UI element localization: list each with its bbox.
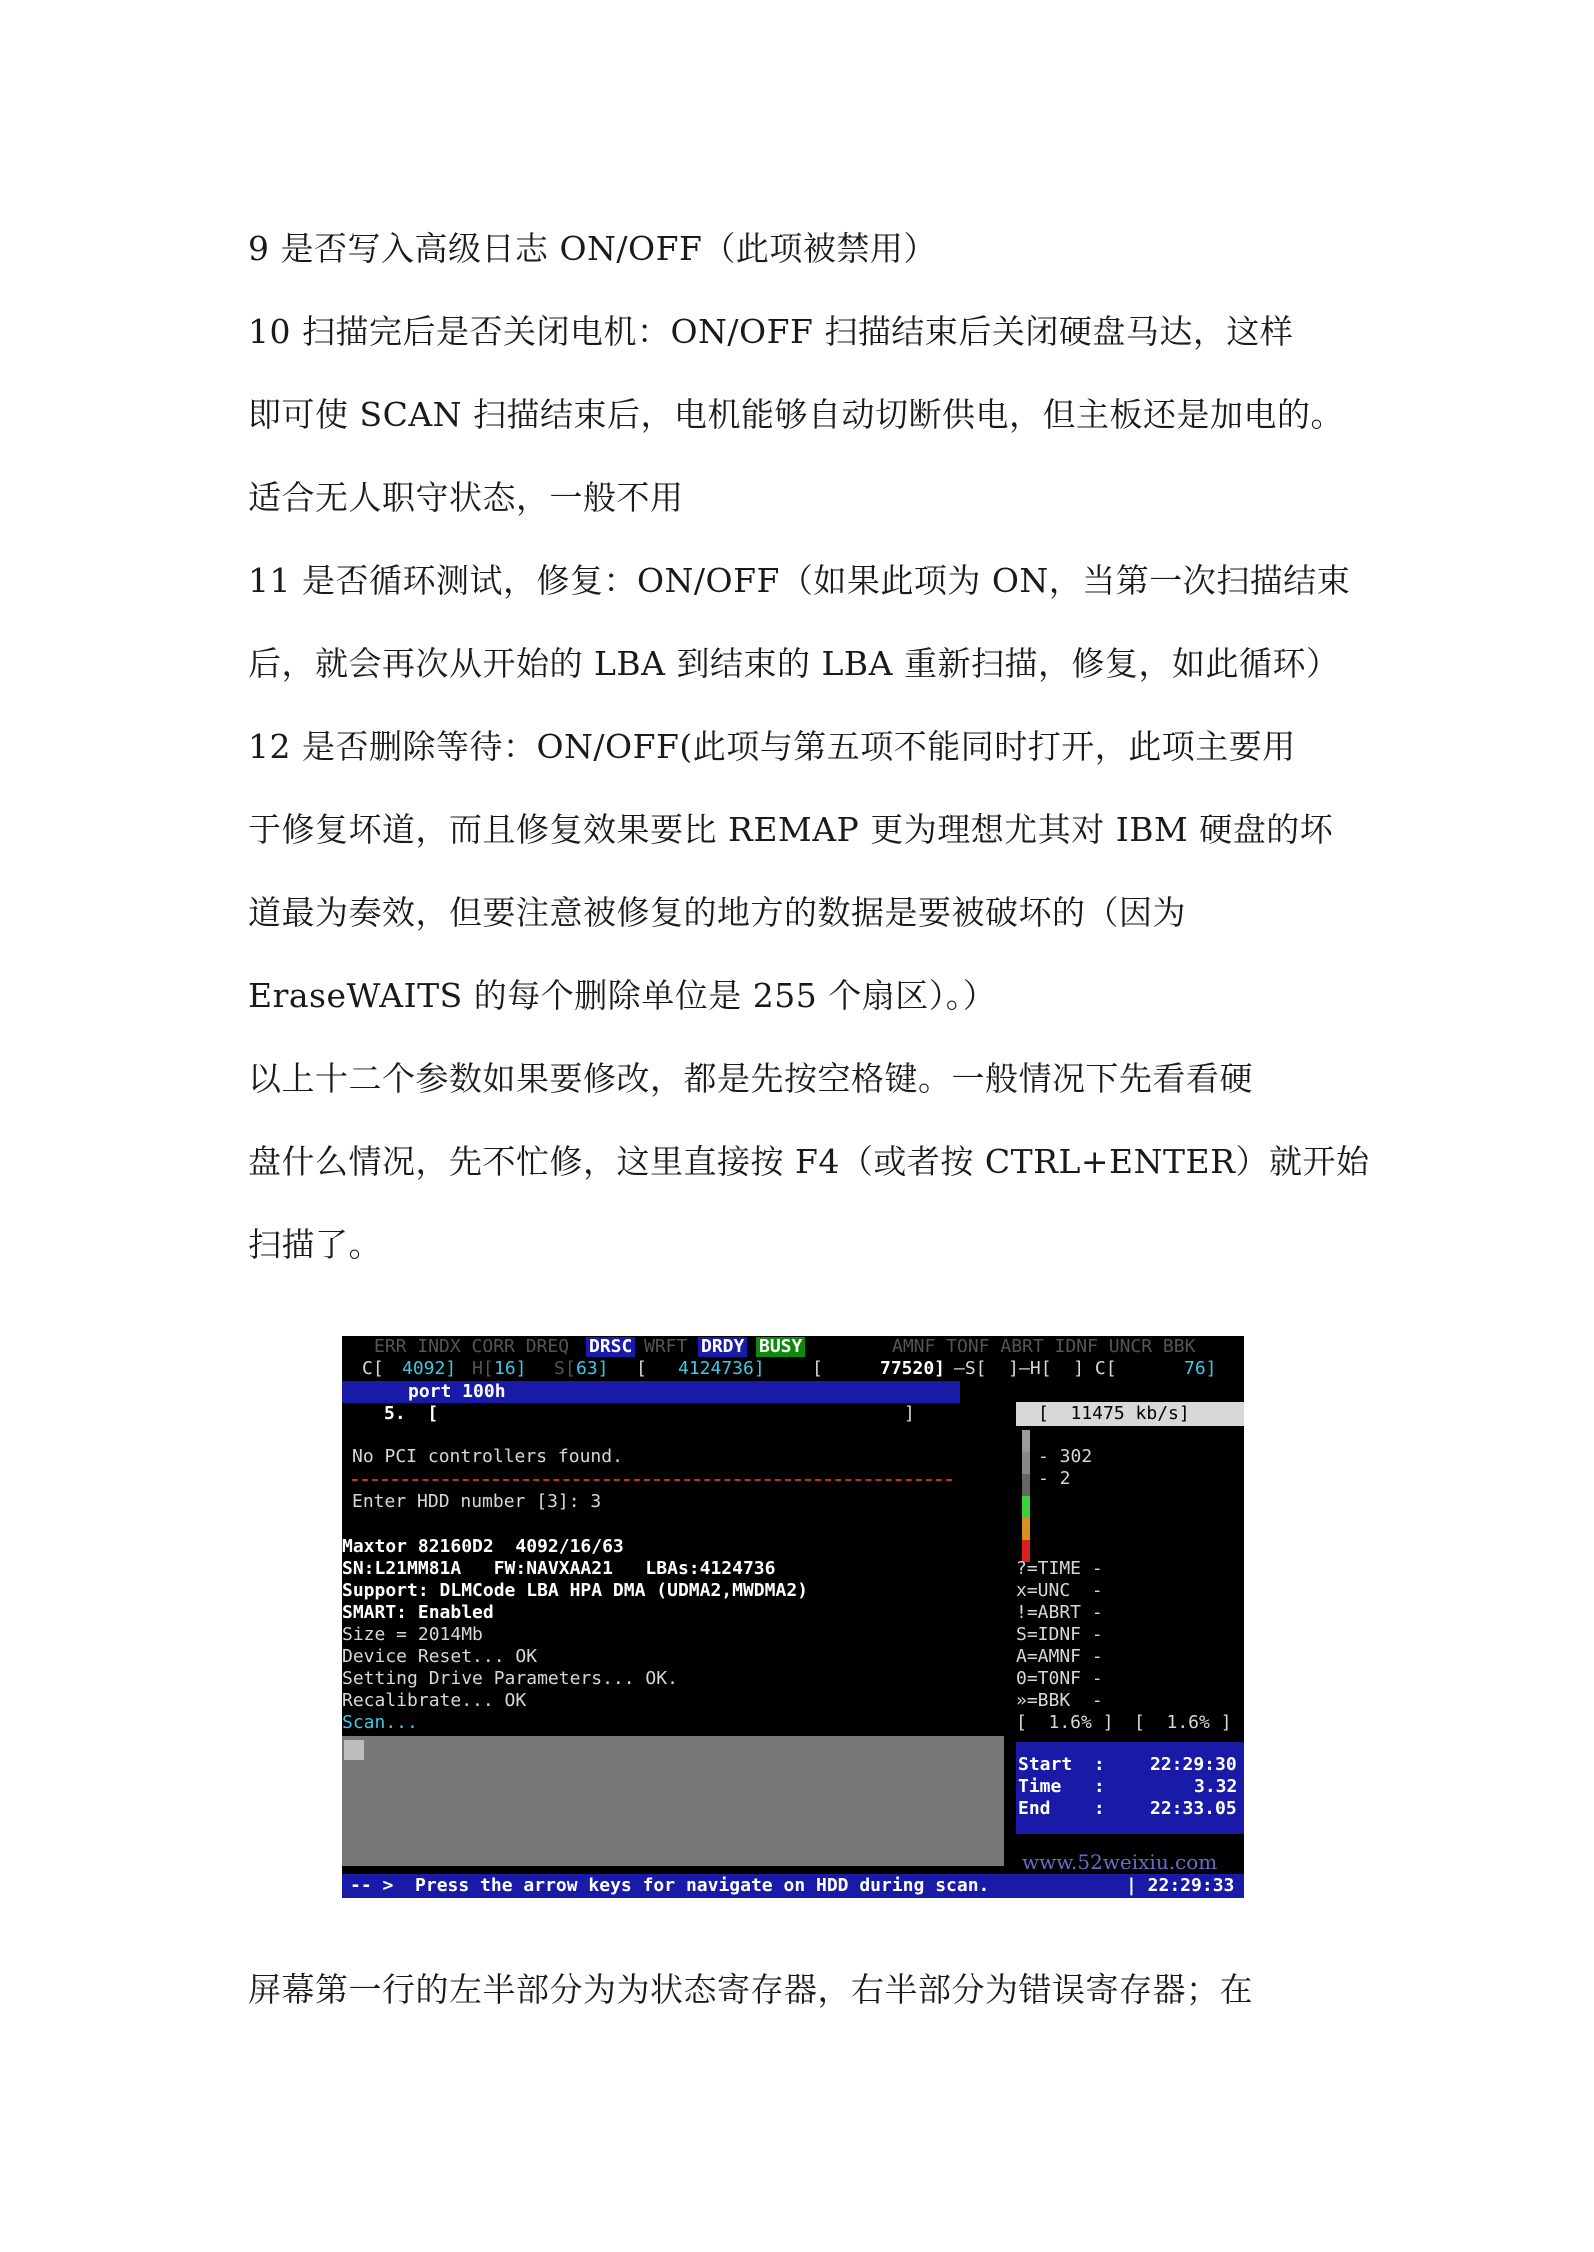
status-register-dim: ERR INDX CORR DREQ (374, 1336, 570, 1357)
start-time: 22:29:30 (1150, 1754, 1237, 1775)
hdd-size: Size = 2014Mb (342, 1624, 483, 1645)
right-c-value: 76] (1184, 1358, 1217, 1379)
lba-label: [ (636, 1358, 647, 1379)
error-register: AMNF TONF ABRT IDNF UNCR BBK (892, 1336, 1196, 1357)
chs-s-label: S[ (554, 1358, 576, 1379)
chs-s-value: 63] (576, 1358, 609, 1379)
paragraph-line: 11 是否循环测试，修复：ON/OFF（如果此项为 ON，当第一次扫描结束 (248, 561, 1351, 600)
port-bar (342, 1381, 960, 1403)
hdd-smart: SMART: Enabled (342, 1602, 494, 1623)
device-reset: Device Reset... OK (342, 1646, 538, 1667)
paragraph-line: 于修复坏道，而且修复效果要比 REMAP 更为理想尤其对 IBM 硬盘的坏 (248, 810, 1334, 849)
speed-value: [ 11475 kb/s] (1038, 1403, 1190, 1424)
paragraph-line: 9 是否写入高级日志 ON/OFF（此项被禁用） (248, 229, 937, 268)
mhdd-screenshot (342, 1336, 1244, 1898)
status-drsc: DRSC (586, 1337, 635, 1357)
legend-amnf: A=AMNF - (1016, 1646, 1103, 1667)
progress-right: [ 1.6% ] (1134, 1712, 1232, 1733)
start-label: Start : (1018, 1754, 1105, 1775)
paragraph-line: 以上十二个参数如果要修改，都是先按空格键。一般情况下先看看硬 (248, 1059, 1253, 1098)
legend-swatch-green (1022, 1496, 1030, 1518)
legend-unc: x=UNC - (1016, 1580, 1103, 1601)
chs-h-value: 16] (494, 1358, 527, 1379)
no-pci-message: No PCI controllers found. (352, 1446, 623, 1467)
watermark: www.52weixiu.com (1022, 1850, 1218, 1874)
right-chs: —S[ ]—H[ ] C[ (954, 1358, 1117, 1379)
port-label: port 100h (408, 1381, 506, 1402)
speed-box (1016, 1402, 1244, 1426)
elapsed-label: Time : (1018, 1776, 1105, 1797)
bottom-hint: -- > Press the arrow keys for navigate on HDD during scan. (350, 1875, 990, 1896)
closing-paragraph: 屏幕第一行的左半部分为为状态寄存器，右半部分为错误寄存器；在 (248, 1970, 1253, 2009)
paragraph-line: 盘什么情况，先不忙修，这里直接按 F4（或者按 CTRL+ENTER）就开始 (248, 1142, 1370, 1181)
lba-value: 4124736] (678, 1358, 765, 1379)
menu-item: 5. [ (384, 1403, 439, 1424)
chs-c-label: C[ (362, 1358, 384, 1379)
hdd-serial: SN:L21MM81A FW:NAVXAA21 LBAs:4124736 (342, 1558, 776, 1579)
end-label: End : (1018, 1798, 1105, 1819)
legend-idnf: S=IDNF - (1016, 1624, 1103, 1645)
paragraph-line: 后，就会再次从开始的 LBA 到结束的 LBA 重新扫描，修复，如此循环） (248, 644, 1340, 683)
legend-time: ?=TIME - (1016, 1558, 1103, 1579)
progress-left: [ 1.6% ] (1016, 1712, 1114, 1733)
legend-swatch (1022, 1474, 1030, 1496)
paragraph-line: 10 扫描完后是否关闭电机：ON/OFF 扫描结束后关闭硬盘马达，这样 (248, 312, 1294, 351)
scan-status: Scan... (342, 1712, 418, 1733)
menu-close: ] (904, 1403, 915, 1424)
setting-params: Setting Drive Parameters... OK. (342, 1668, 678, 1689)
paragraph-line: 12 是否删除等待：ON/OFF(此项与第五项不能同时打开，此项主要用 (248, 727, 1296, 766)
enter-hdd-prompt: Enter HDD number [3]: 3 (352, 1491, 602, 1512)
chs-c-value: 4092] (402, 1358, 457, 1379)
recalibrate: Recalibrate... OK (342, 1690, 527, 1711)
end-time: 22:33.05 (1150, 1798, 1237, 1819)
legend-swatch (1022, 1430, 1030, 1452)
legend-bbk: »=BBK - (1016, 1690, 1103, 1711)
legend-count-302: - 302 (1038, 1446, 1093, 1467)
legend-count-2: - 2 (1038, 1468, 1071, 1489)
legend-abrt: !=ABRT - (1016, 1602, 1103, 1623)
status-drdy: DRDY (698, 1337, 747, 1357)
bottom-clock: | 22:29:33 (1126, 1875, 1235, 1896)
legend-t0nf: 0=T0NF - (1016, 1668, 1103, 1689)
chs-h-label: H[ (472, 1358, 494, 1379)
status-wrft: WRFT (644, 1336, 688, 1357)
paragraph-line: 适合无人职守状态，一般不用 (248, 478, 684, 517)
paragraph-line: 即可使 SCAN 扫描结束后，电机能够自动切断供电，但主板还是加电的。 (248, 395, 1345, 434)
paragraph-line: 扫描了。 (248, 1225, 382, 1264)
hdd-model: Maxtor 82160D2 4092/16/63 (342, 1536, 624, 1557)
legend-swatch-orange (1022, 1518, 1030, 1540)
bottom-status-bar (342, 1874, 1244, 1898)
scan-cursor (344, 1740, 364, 1760)
scan-map-tail (342, 1846, 442, 1866)
current-lba: 77520] (880, 1358, 946, 1379)
hdd-support: Support: DLMCode LBA HPA DMA (UDMA2,MWDMA2) (342, 1580, 808, 1601)
paragraph-line: 道最为奏效，但要注意被修复的地方的数据是要被破坏的（因为 (248, 893, 1186, 932)
legend-swatch (1022, 1452, 1030, 1474)
separator (352, 1479, 952, 1481)
time-box (1016, 1742, 1244, 1834)
status-busy: BUSY (756, 1337, 805, 1357)
elapsed-time: 3.32 (1194, 1776, 1238, 1797)
paragraph-line: EraseWAITS 的每个删除单位是 255 个扇区）。） (248, 976, 997, 1015)
lba-bracket: [ (812, 1358, 823, 1379)
